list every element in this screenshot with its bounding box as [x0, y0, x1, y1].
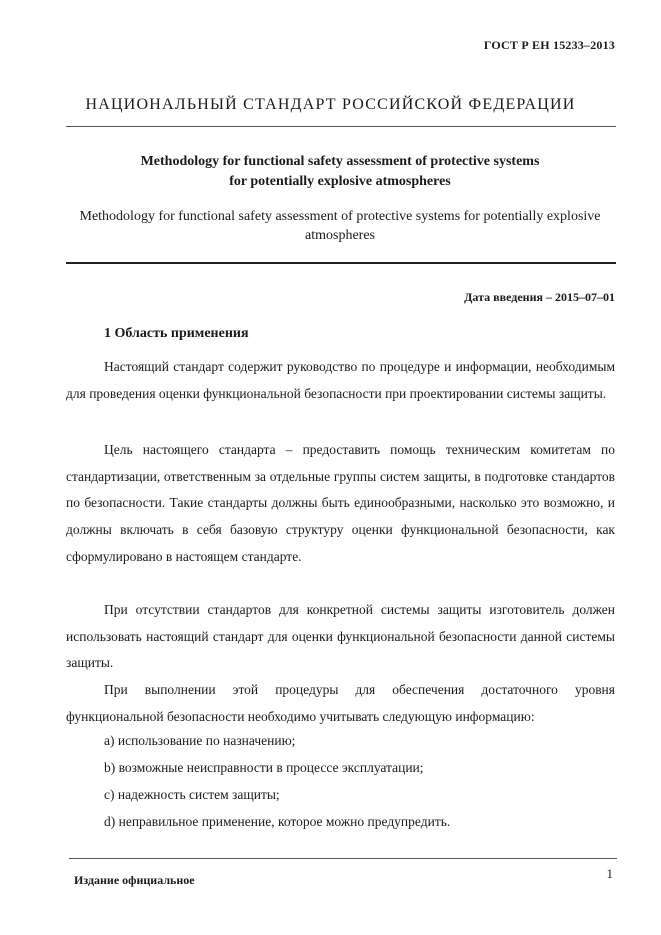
list-item-d: d) неправильное применение, которое можно предупредить.	[104, 814, 451, 829]
paragraph-4: При выполнении этой процедуры для обеспечения достаточного уровня функциональной безопасности необходимо учитывать следующую информацию:	[66, 682, 615, 724]
introduction-date: Дата введения – 2015–07–01	[464, 290, 615, 304]
national-standard-title: НАЦИОНАЛЬНЫЙ СТАНДАРТ РОССИЙСКОЙ ФЕДЕРАЦИИ	[85, 96, 576, 113]
list-item-a: a) использование по назначению;	[104, 733, 296, 748]
paragraph-2: Цель настоящего стандарта – предоставить помощь техническим комитетам по стандартизации, ответственным за отдельные группы систем защиты, в подготовке стандартов по безопасности. Такие стандарты должны быть единообразными, насколько это возможно, и должны включать в себя базовую структуру оценки функциональной безопасности, как сформулировано в настоящем стандарте.	[66, 442, 615, 564]
title-english-bold-line2: for potentially explosive atmospheres	[229, 174, 451, 189]
title-english-bold-line1: Methodology for functional safety assessment of protective systems	[140, 154, 540, 169]
official-edition-note: Издание официальное	[74, 873, 195, 887]
list-item-b: b) возможные неисправности в процессе эксплуатации;	[104, 760, 424, 775]
paragraph-3: При отсутствии стандартов для конкретной системы защиты изготовитель должен использовать настоящий стандарт для оценки функциональной безопасности данной системы защиты.	[66, 602, 615, 671]
title-english-bold	[70, 152, 610, 192]
paragraph-1: Настоящий стандарт содержит руководство по процедуре и информации, необходимым для проведения оценки функциональной безопасности при проектировании системы защиты.	[66, 359, 615, 401]
divider-top	[66, 126, 616, 127]
divider-title	[66, 262, 616, 264]
title-english: Methodology for functional safety assessment of protective systems for potentially explosive atmospheres	[79, 209, 601, 243]
page-number: 1	[606, 866, 613, 881]
section-heading: 1 Область применения	[104, 326, 249, 341]
list-item-c: c) надежность систем защиты;	[104, 787, 280, 802]
divider-footer	[69, 858, 617, 859]
document-code: ГОСТ Р ЕН 15233–2013	[483, 38, 615, 52]
